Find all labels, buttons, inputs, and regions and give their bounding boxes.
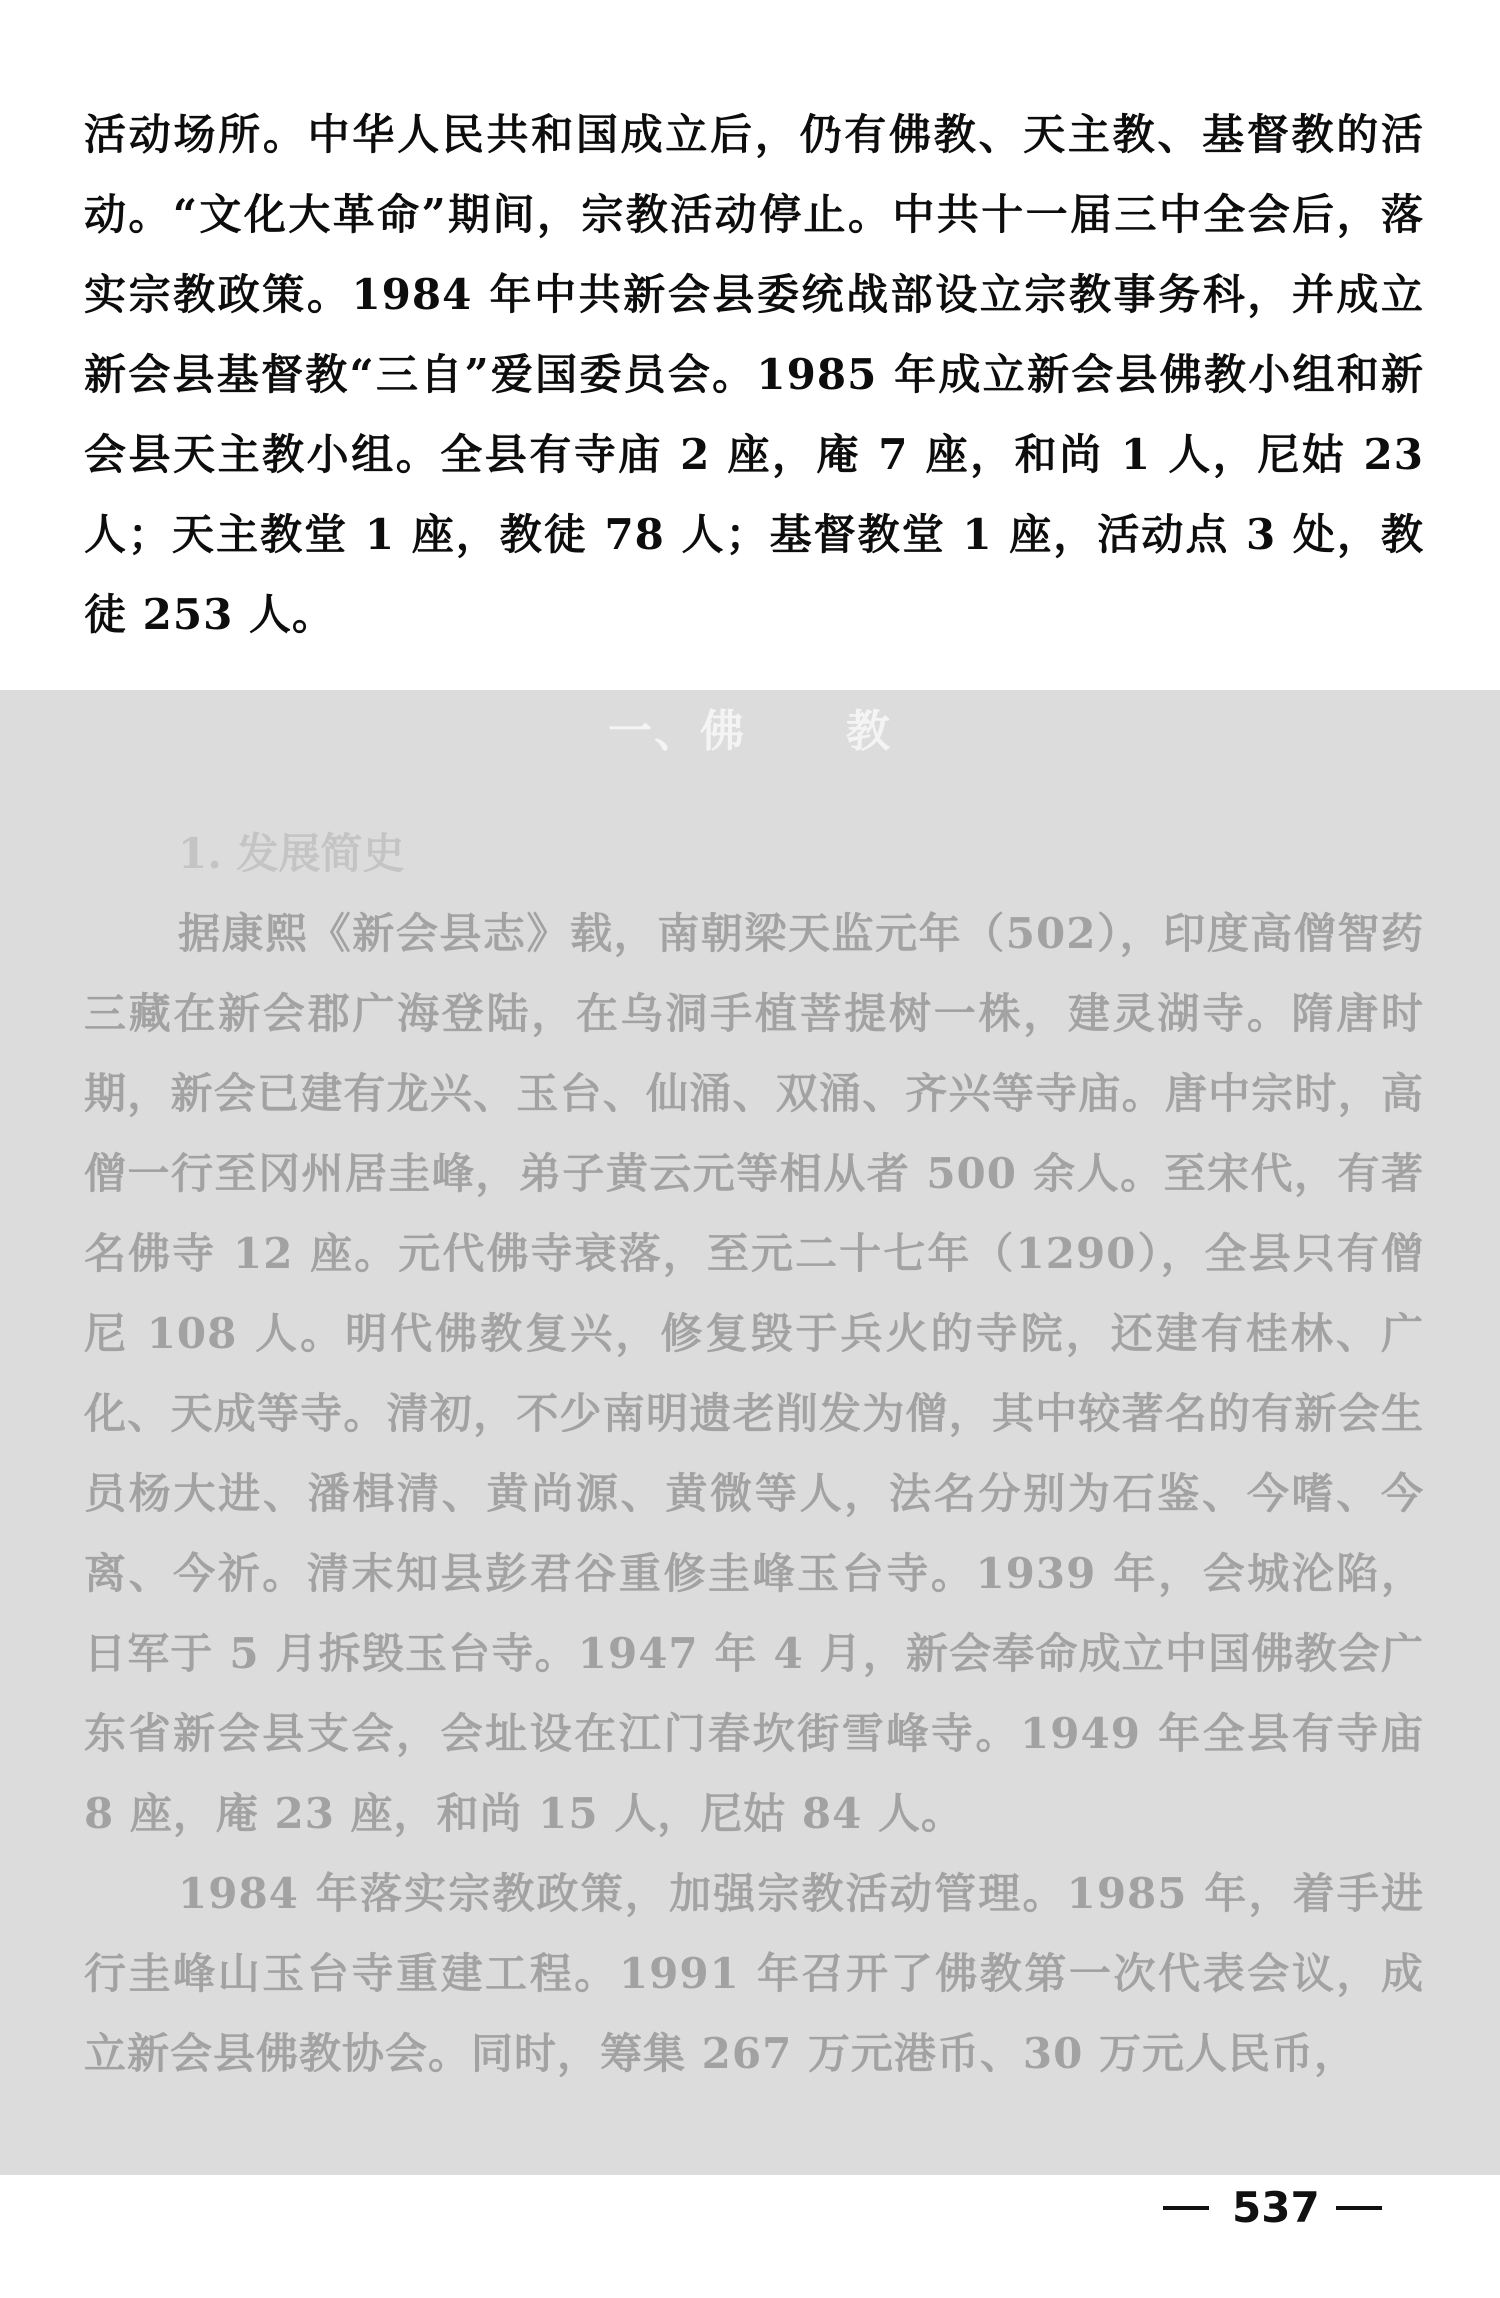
section-number: 一、 [608, 706, 700, 757]
body-paragraph-history: 据康熙《新会县志》载，南朝梁天监元年（502），印度高僧智药三藏在新会郡广海登陆，在乌洞手植菩提树一株，建灵湖寺。隋唐时期，新会已建有龙兴、玉台、仙涌、双涌、齐兴等寺庙。唐中宗时，高僧一行至冈州居圭峰，弟子黄云元等相从者 500 余人。至宋代，有著名佛寺 12 座。元代佛寺衰落，至元二十七年（1290），全县只有僧尼 108 人。明代佛教复兴，修复毁于兵火的寺院，还建有桂林、广化、天成等寺。清初，不少南明遗老削发为僧，其中较著名的有新会生员杨大进、潘楫清、黄尚源、黄微等人，法名分别为石鉴、今嗜、今离、今祈。清末知县彭君谷重修圭峰玉台寺。1939 年，会城沦陷，日军于 5 月拆毁玉台寺。1947 年 4 月，新会奉命成立中国佛教会广东省新会县支会，会址设在江门春坎街雪峰寺。1949 年全县有寺庙 8 座，庵 23 座，和尚 15 人，尼姑 84 人。 [84, 909, 1424, 1838]
section-heading [0, 700, 1500, 764]
section-title-part1: 佛 [700, 706, 746, 757]
page-number: 537 [1232, 2183, 1320, 2232]
body-paragraph-1984: 1984 年落实宗教政策，加强宗教活动管理。1985 年，着手进行圭峰山玉台寺重建工程。1991 年召开了佛教第一次代表会议，成立新会县佛教协会。同时，筹集 267 万元港币、30 万元人民币， [84, 1869, 1424, 2078]
section-title-part2: 教 [846, 706, 892, 757]
intro-paragraph: 活动场所。中华人民共和国成立后，仍有佛教、天主教、基督教的活动。“文化大革命”期间，宗教活动停止。中共十一届三中全会后，落实宗教政策。1984 年中共新会县委统战部设立宗教事务科，并成立新会县基督教“三自”爱国委员会。1985 年成立新会县佛教小组和新会县天主教小组。全县有寺庙 2 座，庵 7 座，和尚 1 人，尼姑 23 人；天主教堂 1 座，教徒 78 人；基督教堂 1 座，活动点 3 处，教徒 253 人。 [84, 110, 1424, 639]
body-text-block [84, 894, 1424, 2094]
intro-text-block [84, 95, 1424, 655]
right-dash [1336, 2206, 1382, 2210]
left-dash [1163, 2206, 1209, 2210]
subsection-heading: 1. 发展简史 [178, 829, 405, 878]
